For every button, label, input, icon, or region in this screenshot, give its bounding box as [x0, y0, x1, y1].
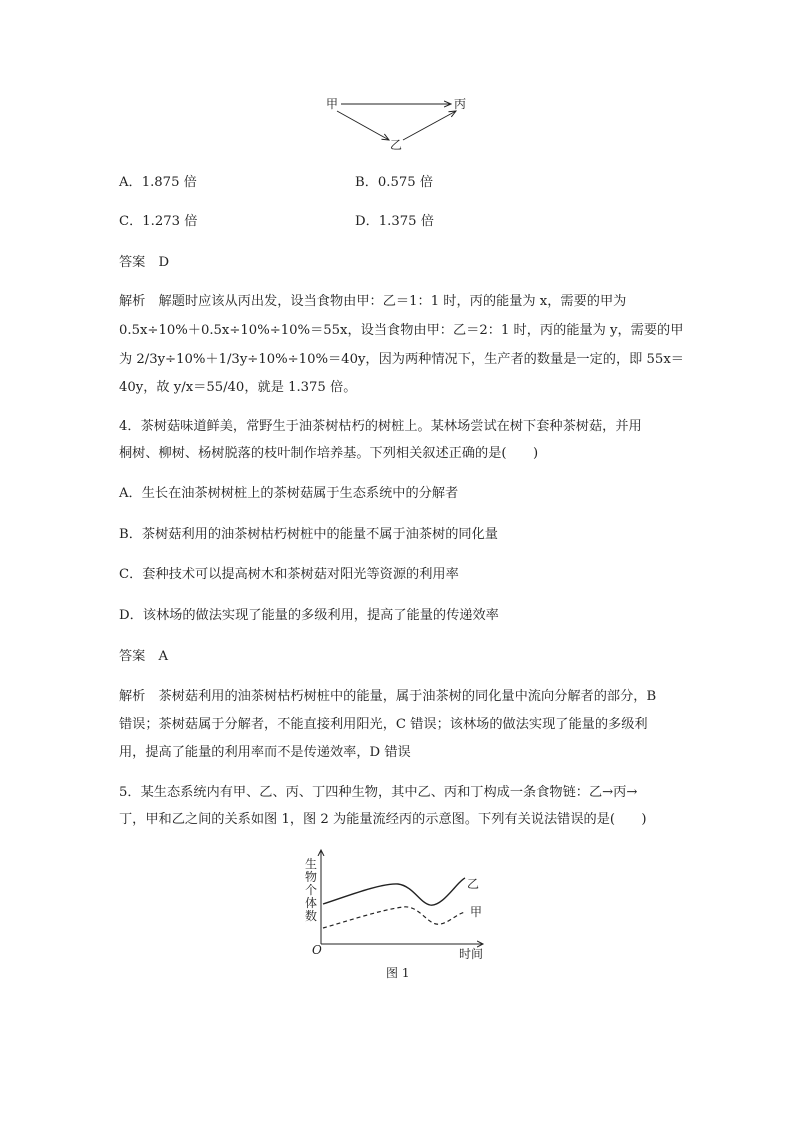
q3-option-d: D．1.375 倍 [355, 214, 434, 229]
q4-option-b: B．茶树菇利用的油茶树枯朽树桩中的能量不属于油茶树的同化量 [119, 527, 498, 542]
q3-analysis-line-2: 0.5x÷10%＋0.5x÷10%÷10%＝55x，设当食物由甲：乙＝2：1 时，丙的能量为 y，需要的甲 [119, 323, 684, 338]
q4-option-d: D．该林场的做法实现了能量的多级利用，提高了能量的传递效率 [119, 608, 499, 623]
figure-1-caption: 图 1 [386, 966, 410, 980]
figure-1-ylabel: 生物个体数 [304, 857, 317, 923]
q3-option-c: C．1.273 倍 [119, 214, 198, 229]
node-bing: 丙 [454, 97, 467, 111]
q4-option-a: A．生长在油茶树树桩上的茶树菇属于生态系统中的分解者 [119, 486, 459, 501]
q3-analysis-line-1: 解析 解题时应该从丙出发，设当食物由甲：乙＝1：1 时，丙的能量为 x，需要的甲为 [119, 294, 627, 309]
q3-analysis-line-3: 为 2/3y÷10%＋1/3y÷10%÷10%＝40y，因为两种情况下，生产者的数量是一定的，即 55x＝ [119, 352, 684, 367]
figure-1-legend-yi: 乙 [467, 877, 480, 891]
curve-yi [323, 878, 465, 905]
q4-answer: 答案 A [119, 649, 169, 664]
q3-option-b: B．0.575 倍 [355, 175, 434, 190]
q5-stem-line-1: 5．某生态系统内有甲、乙、丙、丁四种生物，其中乙、丙和丁构成一条食物链：乙→丙→ [119, 785, 638, 800]
q4-stem-line-1: 4．茶树菇味道鲜美，常野生于油茶树枯朽的树桩上。某林场尝试在树下套种茶树菇，并用 [119, 419, 642, 434]
q4-stem-line-2: 桐树、柳树、杨树脱落的枝叶制作培养基。下列相关叙述正确的是( ) [119, 446, 539, 461]
figure-1-origin: O [312, 943, 322, 957]
figure-1-xlabel: 时间 [459, 947, 484, 961]
figure-1-legend-jia: 甲 [470, 905, 483, 919]
node-yi: 乙 [390, 138, 403, 152]
q4-analysis-line-2: 错误；茶树菇属于分解者，不能直接利用阳光，C 错误；该林场的做法实现了能量的多级利 [119, 717, 648, 732]
q4-analysis-line-3: 用，提高了能量的利用率而不是传递效率，D 错误 [119, 745, 411, 760]
q5-stem-line-2: 丁，甲和乙之间的关系如图 1，图 2 为能量流经丙的示意图。下列有关说法错误的是( ) [119, 812, 647, 827]
q3-answer: 答案 D [119, 255, 170, 270]
q3-option-a: A．1.875 倍 [119, 175, 197, 190]
curve-jia [323, 907, 465, 928]
q4-analysis-line-1: 解析 茶树菇利用的油茶树枯朽树桩中的能量，属于油茶树的同化量中流向分解者的部分，B [119, 689, 657, 704]
q4-option-c: C．套种技术可以提高树木和茶树菇对阳光等资源的利用率 [119, 567, 459, 582]
node-jia: 甲 [326, 97, 339, 111]
q3-analysis-line-4: 40y，故 y/x＝55/40，就是 1.375 倍。 [119, 380, 357, 395]
